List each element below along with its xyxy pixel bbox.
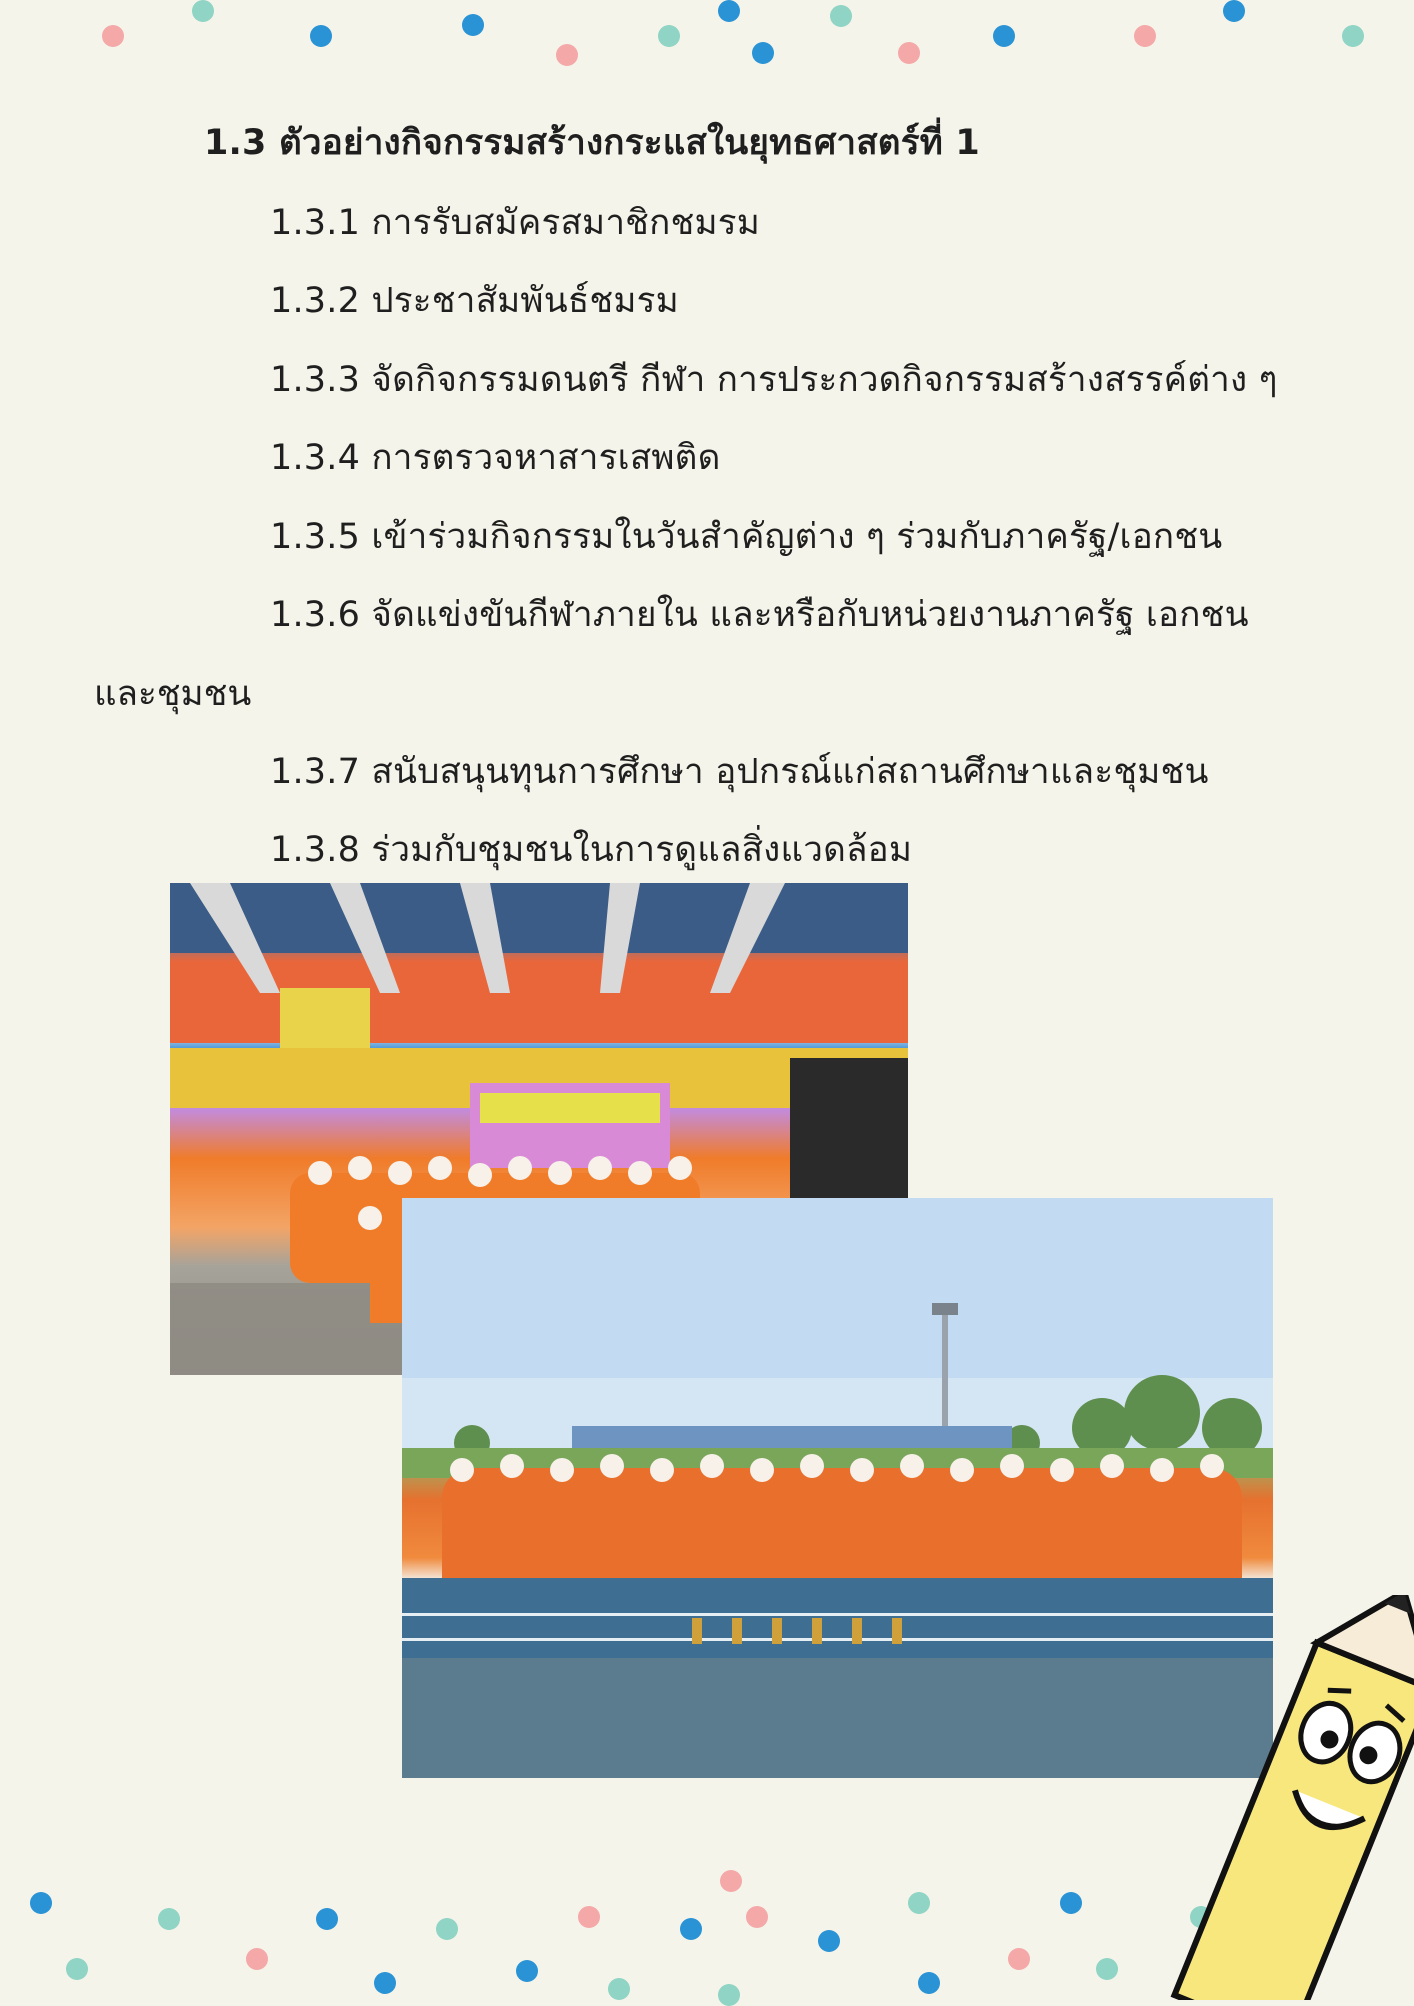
dot	[556, 44, 578, 66]
dot	[374, 1972, 396, 1994]
dot	[436, 1918, 458, 1940]
dot	[102, 25, 124, 47]
cartoon-pencil-icon	[1170, 1595, 1414, 2000]
dot	[310, 25, 332, 47]
dot	[1096, 1958, 1118, 1980]
dot	[30, 1892, 52, 1914]
dot	[993, 25, 1015, 47]
dot	[578, 1906, 600, 1928]
list-item: 1.3.5 เข้าร่วมกิจกรรมในวันสำคัญต่าง ๆ ร่วมกับภาครัฐ/เอกชน	[270, 517, 1223, 557]
list-item-continuation: และชุมชน	[94, 674, 252, 714]
dot	[1134, 25, 1156, 47]
dot	[66, 1958, 88, 1980]
dot	[1060, 1892, 1082, 1914]
dot	[1223, 0, 1245, 22]
dot	[1342, 25, 1364, 47]
section-heading: 1.3 ตัวอย่างกิจกรรมสร้างกระแสในยุทธศาสตร์ที่ 1	[204, 123, 980, 163]
list-item: 1.3.8 ร่วมกับชุมชนในการดูแลสิ่งแวดล้อม	[270, 830, 913, 870]
dot	[516, 1960, 538, 1982]
dot	[720, 1870, 742, 1892]
dot	[908, 1892, 930, 1914]
list-item: 1.3.2 ประชาสัมพันธ์ชมรม	[270, 281, 679, 321]
dot	[718, 0, 740, 22]
dot	[158, 1908, 180, 1930]
dot	[316, 1908, 338, 1930]
dot	[608, 1978, 630, 2000]
list-item: 1.3.4 การตรวจหาสารเสพติด	[270, 438, 721, 478]
list-item: 1.3.1 การรับสมัครสมาชิกชมรม	[270, 203, 761, 243]
dot	[918, 1972, 940, 1994]
dot	[658, 25, 680, 47]
dot	[1008, 1948, 1030, 1970]
dot	[246, 1948, 268, 1970]
dot	[898, 42, 920, 64]
list-item: 1.3.3 จัดกิจกรรมดนตรี กีฬา การประกวดกิจกรรมสร้างสรรค์ต่าง ๆ	[270, 360, 1278, 400]
dot	[746, 1906, 768, 1928]
dot	[462, 14, 484, 36]
dot	[830, 5, 852, 27]
dot	[752, 42, 774, 64]
group-photo-running-track-icon	[402, 1198, 1273, 1778]
dot	[192, 0, 214, 22]
dot	[818, 1930, 840, 1952]
list-item: 1.3.6 จัดแข่งขันกีฬาภายใน และหรือกับหน่วยงานภาครัฐ เอกชน	[270, 595, 1249, 635]
dot	[680, 1918, 702, 1940]
dot	[718, 1984, 740, 2006]
list-item: 1.3.7 สนับสนุนทุนการศึกษา อุปกรณ์แก่สถานศึกษาและชุมชน	[270, 752, 1209, 792]
